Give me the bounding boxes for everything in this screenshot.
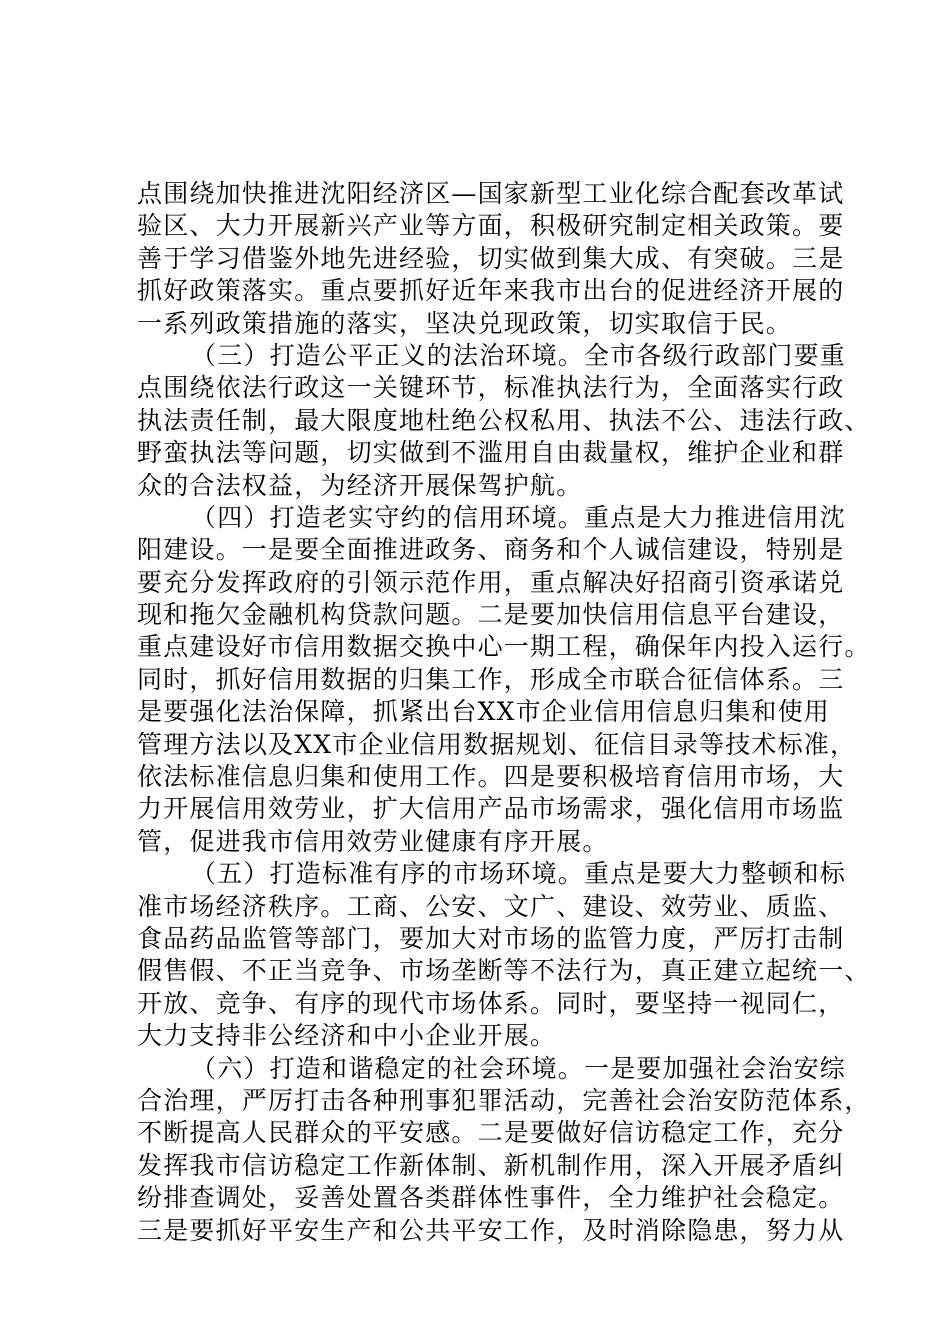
text-line: 三是要抓好平安生产和公共平安工作，及时消除隐患，努力从 bbox=[137, 1215, 845, 1245]
paragraph-heading-3: （三）打造公平正义的法治环境。全市各级行政部门要重 bbox=[191, 340, 847, 370]
text-line: 开放、竞争、有序的现代市场体系。同时，要坚持一视同仁， bbox=[137, 988, 845, 1018]
text-line: 力开展信用效劳业，扩大信用产品市场需求，强化信用市场监 bbox=[137, 794, 845, 824]
paragraph-heading-6: （六）打造和谐稳定的社会环境。一是要加强社会治安综 bbox=[191, 1053, 847, 1083]
text-line: 点围绕依法行政这一关键环节，标准执法行为，全面落实行政 bbox=[137, 373, 845, 403]
text-line: 管理方法以及XX市企业信用数据规划、征信目录等技术标准， bbox=[137, 729, 857, 759]
text-line: 验区、大力开展新兴产业等方面，积极研究制定相关政策。要 bbox=[137, 211, 845, 241]
text-line: 管，促进我市信用效劳业健康有序开展。 bbox=[137, 826, 609, 856]
text-line: 点围绕加快推进沈阳经济区—国家新型工业化综合配套改革试 bbox=[137, 179, 845, 208]
text-line: 假售假、不正当竞争、市场垄断等不法行为，真正建立起统一、 bbox=[137, 956, 871, 986]
text-line: 抓好政策落实。重点要抓好近年来我市出台的促进经济开展的 bbox=[137, 276, 845, 306]
text-line: 不断提高人民群众的平安感。二是要做好信访稳定工作，充分 bbox=[137, 1118, 845, 1148]
paragraph-heading-5: （五）打造标准有序的市场环境。重点是要大力整顿和标 bbox=[191, 859, 847, 889]
text-line: 同时，抓好信用数据的归集工作，形成全市联合征信体系。三 bbox=[137, 664, 845, 694]
text-line: 要充分发挥政府的引领示范作用，重点解决好招商引资承诺兑 bbox=[137, 567, 845, 597]
text-line: 发挥我市信访稳定工作新体制、新机制作用，深入开展矛盾纠 bbox=[137, 1150, 845, 1180]
text-line: 众的合法权益，为经济开展保驾护航。 bbox=[137, 470, 583, 500]
text-line: 食品药品监管等部门，要加大对市场的监管力度，严厉打击制 bbox=[137, 923, 845, 953]
text-line: 是要强化法治保障，抓紧出台XX市企业信用信息归集和使用 bbox=[137, 697, 830, 727]
text-line: 大力支持非公经济和中小企业开展。 bbox=[137, 1021, 557, 1051]
text-line: 准市场经济秩序。工商、公安、文广、建设、效劳业、质监、 bbox=[137, 891, 845, 921]
text-line: 重点建设好市信用数据交换中心一期工程，确保年内投入运行。 bbox=[137, 632, 871, 662]
text-line: 阳建设。一是要全面推进政务、商务和个人诚信建设，特别是 bbox=[137, 535, 845, 565]
text-line: 野蛮执法等问题，切实做到不滥用自由裁量权，维护企业和群 bbox=[137, 438, 845, 468]
text-line: 依法标准信息归集和使用工作。四是要积极培育信用市场，大 bbox=[137, 762, 845, 792]
text-line: 执法责任制，最大限度地杜绝公权私用、执法不公、违法行政、 bbox=[137, 405, 871, 435]
paragraph-heading-4: （四）打造老实守约的信用环境。重点是大力推进信用沈 bbox=[191, 502, 847, 532]
document-body bbox=[137, 178, 871, 1247]
text-line: 纷排查调处，妥善处置各类群体性事件，全力维护社会稳定。 bbox=[137, 1183, 845, 1213]
text-line: 现和拖欠金融机构贷款问题。二是要加快信用信息平台建设， bbox=[137, 600, 845, 630]
text-line: 合治理，严厉打击各种刑事犯罪活动，完善社会治安防范体系， bbox=[137, 1085, 871, 1115]
text-line: 善于学习借鉴外地先进经验，切实做到集大成、有突破。三是 bbox=[137, 243, 845, 273]
text-line: 一系列政策措施的落实，坚决兑现政策，切实取信于民。 bbox=[137, 308, 793, 338]
